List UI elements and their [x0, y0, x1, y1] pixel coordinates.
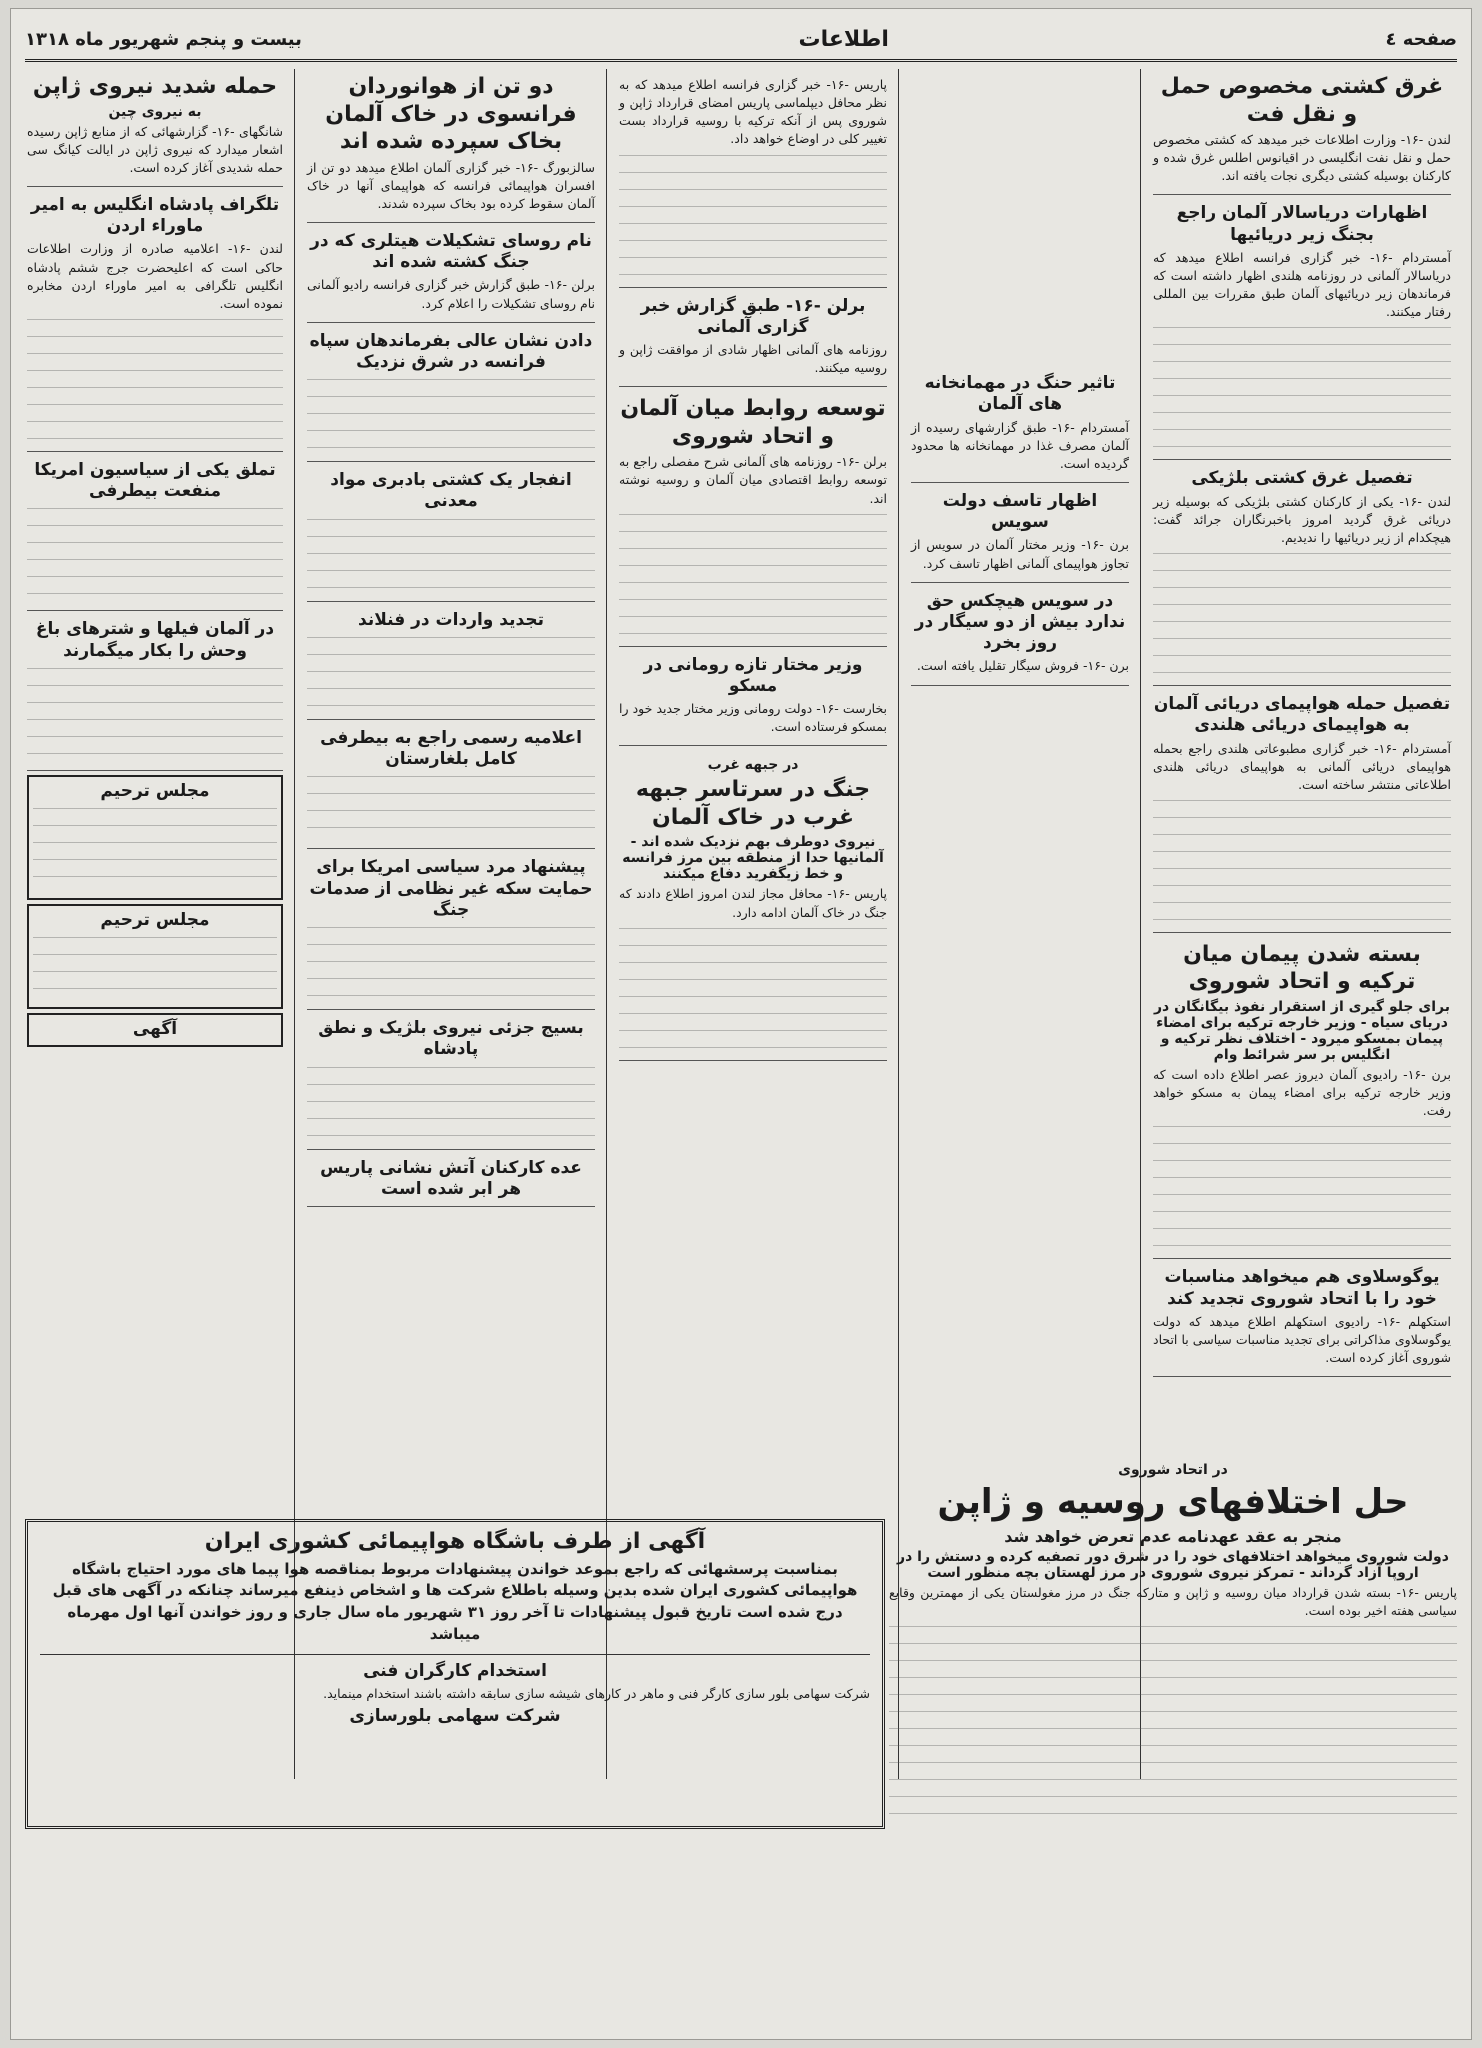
article-text: آمستردام -۱۶- خبر گزاری فرانسه اطلاع میدهد که دریاسالار آلمانی در روزنامه هلندی اظهار داشته است که فرماندهان زیر دریائیهای آلمان طبق مقررات بین المللی رفتار میکنند.: [1153, 249, 1451, 320]
headline: در سویس هیچکس حق ندارد بیش از دو سیگار در روز بخرد: [914, 590, 1126, 654]
article: [1153, 199, 1451, 460]
article-text: روزنامه های آلمانی اظهار شادی از موافقت ژاپن و روسیه میکنند.: [619, 342, 887, 376]
article-text: پاریس -۱۶- خبر گزاری فرانسه اطلاع میدهد که به نظر محافل دیپلماسی پاریس امضای قرارداد ژاپن و شوروی پس از آنکه ترکیه با روسیه قرارداد بست تغییر کلی در اوضاع خواهد داد.: [619, 77, 887, 147]
ad-text: بمناسبت پرسشهائی که راجع بموعد خواندن پیشنهادات مربوط بمناقصه هوا پیما های مورد احتیاج باشگاه هواپیمائی کشوری ایران شده بدین وسیله باطلاع شرکت ها و اشخاص ذینفع میرساند چنانکه در آگهی های قبل درج شده است تاریخ قبول پیشنهادات تا آخر روز ۳۱ شهریور ماه سال جاری و روز خواندن آنها اول مهرماه میباشد: [52, 1559, 858, 1643]
text-block: [1153, 327, 1451, 447]
ad-box: [25, 1519, 885, 1829]
text-block: [619, 514, 887, 634]
article: [619, 651, 887, 747]
subheadline: دولت شوروی میخواهد اختلافهای خود را در شرق دور تصفیه کرده و دستش را در اروپا آزاد گرداند - تمرکز نیروی شوروی در مرز لهستان بچه منظور است: [897, 1548, 1449, 1581]
headline: انفجار یک کشتی بادبری مواد معدنی: [330, 470, 572, 512]
headline: بسته شدن پیمان میان ترکیه و اتحاد شوروی: [1183, 941, 1421, 995]
article-text: پاریس -۱۶- بسته شدن قرارداد میان روسیه و ژاپن و متارکه جنگ در مرز مغولستان یکی از مهمترین وقایع سیاسی هفته اخیر بوده است.: [889, 1584, 1457, 1618]
article: [911, 369, 1129, 483]
article-text: لندن -۱۶- یکی از کارکنان کشتی بلژیکی که بوسیله زیر دریائی غرق گردید امروز باخبرنگاران جرائد گفت: هیچکدام از زیر دریائیها را ندیدیم.: [1153, 493, 1451, 545]
article: [307, 724, 595, 850]
company-name: شرکت سهامی بلورسازی: [349, 1705, 561, 1726]
headline: آگهی: [132, 1019, 178, 1040]
headline: نام روسای تشکیلات هیتلری که در جنگ کشته شده اند: [310, 230, 592, 273]
subheadline: برای جلو گیری از استقرار نفوذ بیگانگان در دریای سیاه - وزیر خارجه ترکیه برای امضاء پیمان بمسکو میرود - اختلاف نظر ترکیه و انگلیس بر سر شرائط وام: [1154, 998, 1450, 1063]
article: [307, 227, 595, 323]
headline: تفصیل غرق کشتی بلژیکی: [1191, 468, 1413, 489]
headline: دادن نشان عالی بفرماندهان سپاه فرانسه در شرق نزدیک: [309, 330, 593, 372]
article: [307, 69, 595, 223]
article-text: لندن -۱۶- اعلامیه صادره از وزارت اطلاعات حاکی است که اعلیحضرت جرج ششم پادشاه انگلیس تلگرافی به امیر ماوراء اردن مخابره نموده است.: [27, 241, 283, 311]
job-text: شرکت سهامی بلور سازی کارگر فنی و ماهر در کارهای شیشه سازی سابقه داشته باشند استخدام مینماید.: [323, 1685, 870, 1701]
headline: تفصیل حمله هواپیمای دریائی آلمان به هواپیمای دریائی هلندی: [1153, 694, 1451, 736]
text-block: [1153, 800, 1451, 920]
article-text: آمستردام -۱۶- طبق گزارشهای رسیده از آلمان مصرف غذا در مهمانخانه ها محدود گردیده است.: [911, 419, 1129, 471]
job-ad: [40, 1654, 870, 1728]
article: [307, 1154, 595, 1208]
headline: پیشنهاد مرد سیاسی امریکا برای حمایت سکه غیر نظامی از صدمات جنگ: [309, 857, 593, 920]
text-block: [307, 637, 595, 707]
headline: عده کارکنان آتش نشانی پاریس هر ابر شده است: [320, 1157, 582, 1199]
notice-box: [27, 775, 283, 900]
article: [619, 292, 887, 388]
headline: اظهار تاسف دولت سویس: [942, 490, 1098, 533]
article-text: آمستردام -۱۶- خبر گزاری مطبوعاتی هلندی راجع بحمله هواپیمای دریائی آلمانی به هواپیمای دریائی هلندی اطلاعاتی منتشر ساخته است.: [1153, 740, 1451, 792]
article: [619, 391, 887, 646]
text-block: [33, 937, 277, 997]
article-text: شانگهای -۱۶- گزارشهائی که از منابع ژاپن رسیده اشعار میدارد که نیروی ژاپن در ایالت کیانگ سی حمله شدیدی آغاز کرده است.: [27, 123, 283, 175]
paper-name: اطلاعات: [798, 26, 889, 52]
article: [1153, 1263, 1451, 1377]
text-block: [619, 155, 887, 275]
headline: بسیج جزئی نیروی بلژیک و نطق پادشاه: [318, 1018, 584, 1060]
text-block: [33, 808, 277, 888]
article: [619, 69, 887, 288]
headline: جنگ در سرتاسر جبهه غرب در خاک آلمان: [635, 777, 871, 830]
headline: حل اختلافهای روسیه و ژاپن: [937, 1482, 1409, 1522]
article-text: استکهلم -۱۶- رادیوی استکهلم اطلاع میدهد که دولت یوگوسلاوی مذاکراتی برای تجدید مناسبات سیاسی با اتحاد شوروی آغاز کرده است.: [1153, 1313, 1451, 1365]
article-text: پاریس -۱۶- محافل مجاز لندن امروز اطلاع دادند که جنگ در خاک آلمان ادامه دارد.: [619, 886, 887, 920]
headline: مجلس ترحیم: [100, 780, 210, 801]
text-block: [27, 508, 283, 598]
job-title: استخدام کارگران فنی: [363, 1660, 547, 1681]
headline: حمله شدید نیروی ژاپن: [32, 74, 278, 99]
article-text: برن -۱۶- وزیر مختار آلمان در سویس از تجاوز هواپیمای آلمانی اظهار تاسف کرد.: [911, 537, 1129, 571]
headline: توسعه روابط میان آلمان و اتحاد شوروی: [620, 396, 886, 449]
section-label: در اتحاد شوروی: [1118, 1462, 1228, 1478]
notice-box: [27, 904, 283, 1009]
subheadline: به نیروی چین: [108, 103, 202, 120]
article: [1153, 464, 1451, 686]
article: [307, 1014, 595, 1150]
headline: اعلامیه رسمی راجع به بیطرفی کامل بلغارستان: [320, 727, 582, 770]
article: [307, 327, 595, 463]
newspaper-page: [10, 8, 1472, 2040]
headline: برلن -۱۶- طبق گزارش خبر گزاری آلمانی: [640, 295, 866, 337]
text-block: [307, 1067, 595, 1137]
ad-title: آگهی از طرف باشگاه هواپیمائی کشوری ایران: [204, 1529, 706, 1554]
text-block: [619, 928, 887, 1048]
headline: یوگوسلاوی هم میخواهد مناسبات خود را با اتحاد شوروی تجدید کند: [1164, 1267, 1440, 1309]
text-block: [27, 319, 283, 439]
headline: وزیر مختار تازه رومانی در مسکو: [643, 654, 863, 696]
notice-box: [27, 1013, 283, 1046]
article: [27, 191, 283, 452]
article: [911, 587, 1129, 686]
text-block: [1153, 1126, 1451, 1246]
article: [1153, 690, 1451, 933]
text-block: [307, 927, 595, 997]
article-text: برن -۱۶- فروش سیگار تقلیل یافته است.: [916, 658, 1129, 674]
text-block: [1153, 553, 1451, 673]
text-block: [307, 519, 595, 589]
headline: در آلمان فیلها و شترهای باغ وحش را بکار میگمارند: [35, 619, 275, 661]
headline: غرق کشتی مخصوص حمل و نقل فت: [1160, 74, 1444, 127]
article: [27, 69, 283, 187]
headline: مجلس ترحیم: [100, 910, 210, 931]
text-block: [307, 776, 595, 836]
article: [1153, 937, 1451, 1259]
headline: تلگراف پادشاه انگلیس به امیر ماوراء اردن: [30, 194, 280, 237]
headline: تجدید واردات در فنلاند: [358, 609, 544, 630]
text-block: [27, 668, 283, 758]
article-text: بخارست -۱۶- دولت رومانی وزیر مختار جدید خود را بمسکو فرستاده است.: [619, 701, 888, 735]
issue-date: بیست و پنجم شهریور ماه ۱۳۱۸: [25, 28, 302, 50]
article: [307, 853, 595, 1010]
section-label: در جبهه غرب: [707, 757, 799, 774]
subheadline: منجر به عقد عهدنامه عدم تعرض خواهد شد: [1004, 1526, 1342, 1546]
page-number: صفحه ٤: [1385, 28, 1457, 50]
article-text: لندن -۱۶- وزارت اطلاعات خبر میدهد که کشتی مخصوص حمل و نقل نفت انگلیسی در اقیانوس اطلس غرق شده و کارکنان بوسیله کشتی دیگری نجات یافته اند.: [1153, 132, 1451, 184]
article-text: برلن -۱۶- طبق گزارش خبر گزاری فرانسه رادیو آلمانی نام روسای تشکیلات را اعلام کرد.: [307, 277, 595, 311]
headline: تاثیر حنگ در مهمانخانه های آلمان: [924, 373, 1116, 415]
article: [307, 466, 595, 602]
article: [27, 456, 283, 612]
headline: دو تن از هوانوردان فرانسوی در خاک آلمان بخاک سپرده شده اند: [325, 74, 577, 154]
headline: تملق یکی از سیاسیون امریکا منفعت بیطرفی: [34, 459, 276, 502]
column-2: [905, 369, 1135, 1239]
article: [619, 750, 887, 1060]
article: [1153, 69, 1451, 195]
article-text: برن -۱۶- رادیوی آلمان دیروز عصر اطلاع داده است که وزیر خارجه ترکیه برای امضاء پیمان به مسکو خواهد رفت.: [1153, 1066, 1451, 1119]
subheadline: نیروی دوطرف بهم نزدیک شده اند - آلمانیها حدا از منطقه بین مرز فرانسه و خط زیگفرید دفاع میکنند: [622, 834, 884, 883]
article: [911, 487, 1129, 583]
text-block: [307, 379, 595, 449]
headline: اظهارات دریاسالار آلمان راجع بجنگ زیر دریائیها: [1176, 203, 1428, 245]
article-text: سالزبورگ -۱۶- خبر گزاری آلمان اطلاع میدهد دو تن از افسران هواپیمائی فرانسه که هواپیمای آنها در خاک آلمان سقوط کرده بود بخاک سپرده شدند.: [307, 159, 595, 211]
article: [307, 606, 595, 720]
article: [27, 615, 283, 771]
text-block: [889, 1626, 1457, 1826]
masthead: [25, 19, 1457, 62]
article-text: برلن -۱۶- روزنامه های آلمانی شرح مفصلی راجع به توسعه روابط اقتصادی میان آلمان و روسیه نوشته اند.: [619, 454, 887, 506]
soviet-article: [889, 1459, 1457, 2025]
